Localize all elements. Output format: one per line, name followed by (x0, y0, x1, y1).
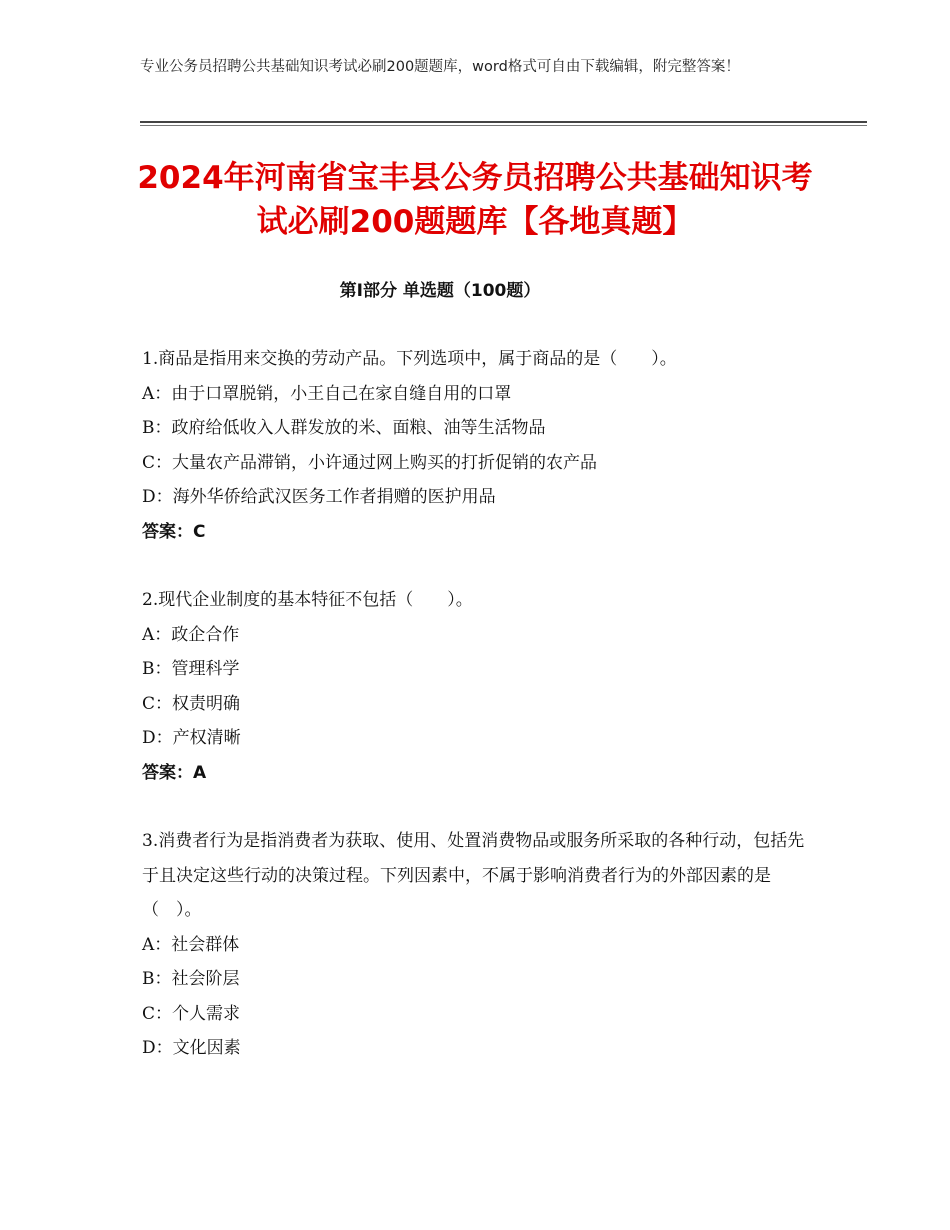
option-d: D：产权清晰 (142, 728, 241, 748)
question-2 (142, 583, 807, 790)
option-a: A：社会群体 (142, 934, 240, 955)
question-stem: 1.商品是指用来交换的劳动产品。下列选项中，属于商品的是（ ）。 (142, 349, 677, 369)
header-note: 专业公务员招聘公共基础知识考试必刷200题题库，word格式可自由下载编辑，附完整答案！ (140, 59, 740, 75)
option-c: C：权责明确 (142, 693, 241, 714)
document-title: 2024年河南省宝丰县公务员招聘公共基础知识考试必刷200题题库【各地真题】 (137, 160, 813, 240)
answer-label: 答案：C (142, 521, 206, 542)
option-c: C：个人需求 (142, 1003, 241, 1024)
question-list (142, 342, 807, 1100)
option-b: B：社会阶层 (142, 969, 240, 989)
option-d: D：文化因素 (142, 1038, 241, 1058)
section-title: 第Ⅰ部分 单选题（100题） (339, 281, 541, 301)
option-d: D：海外华侨给武汉医务工作者捐赠的医护用品 (142, 487, 496, 507)
option-b: B：政府给低收入人群发放的米、面粮、油等生活物品 (142, 418, 546, 438)
question-stem: 2.现代企业制度的基本特征不包括（ ）。 (142, 590, 473, 610)
header-divider-thin (140, 125, 867, 126)
answer-label: 答案：A (142, 762, 207, 783)
option-b: B：管理科学 (142, 659, 240, 679)
question-1 (142, 342, 807, 549)
option-a: A：由于口罩脱销，小王自己在家自缝自用的口罩 (142, 383, 512, 404)
header-divider-thick (140, 121, 867, 123)
question-stem: 3.消费者行为是指消费者为获取、使用、处置消费物品或服务所采取的各种行动，包括先于且决定这些行动的决策过程。下列因素中，不属于影响消费者行为的外部因素的是（ ）。 (142, 831, 805, 920)
option-a: A：政企合作 (142, 624, 240, 645)
question-3 (142, 824, 807, 1066)
option-c: C：大量农产品滞销，小许通过网上购买的打折促销的农产品 (142, 452, 598, 473)
